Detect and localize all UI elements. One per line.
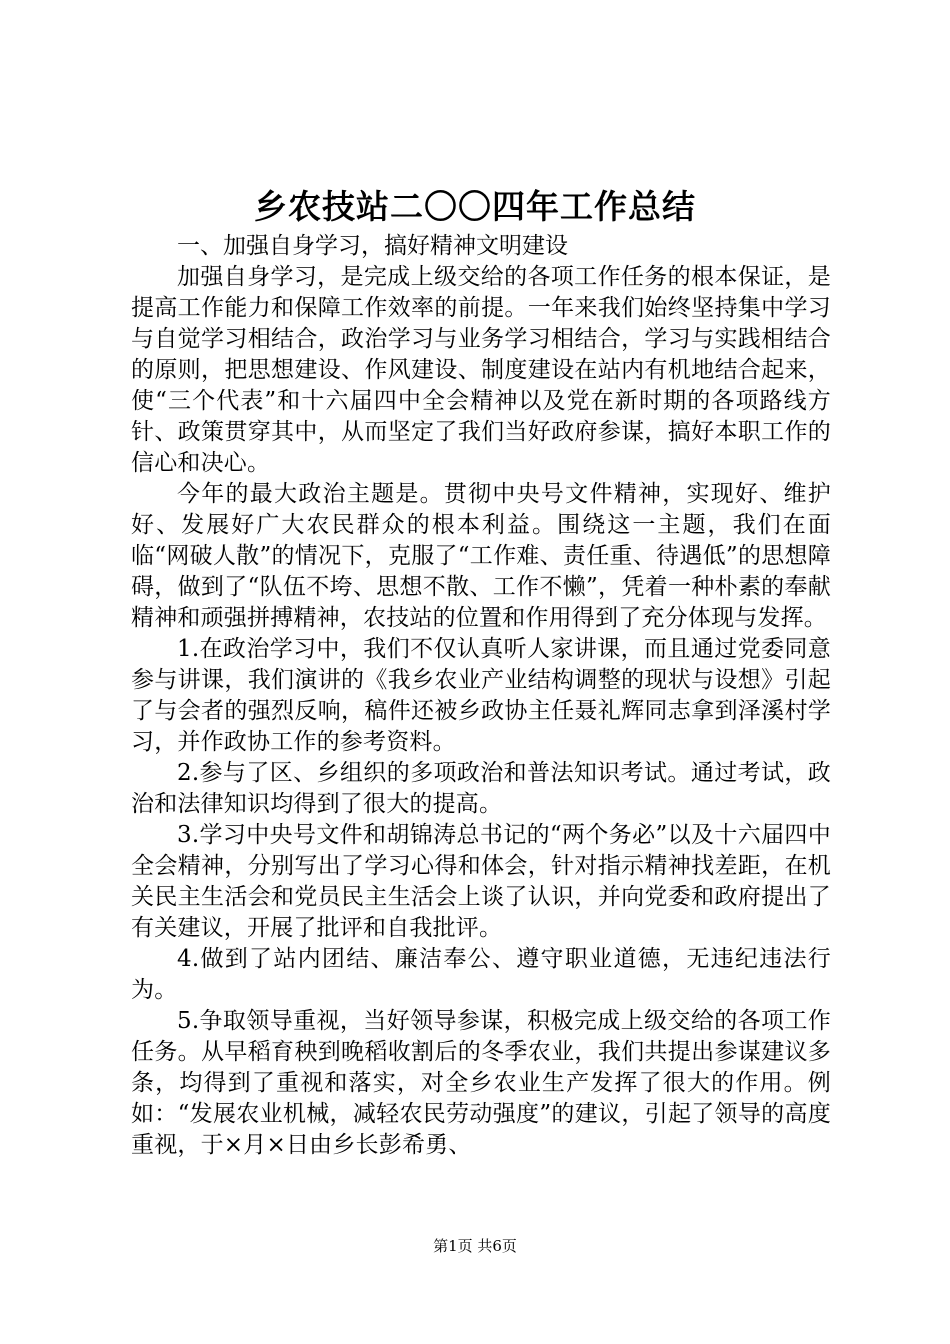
paragraph-item-4: 4.做到了站内团结、廉洁奉公、遵守职业道德，无违纪违法行为。 (131, 946, 831, 1003)
paragraph-item-3: 3.学习中央号文件和胡锦涛总书记的“两个务必”以及十六届四中全会精神，分别写出了学习心得和体会，针对指示精神找差距，在机关民主生活会和党员民主生活会上谈了认识，并向党委和政府提出了有关建议，开展了批评和自我批评。 (131, 822, 831, 941)
paragraph: 加强自身学习，是完成上级交给的各项工作任务的根本保证，是提高工作能力和保障工作效率的前提。一年来我们始终坚持集中学习与自觉学习相结合，政治学习与业务学习相结合，学习与实践相结合的原则，把思想建设、作风建设、制度建设在站内有机地结合起来，使“三个代表”和十六届四中全会精神以及党在新时期的各项路线方针、政策贯穿其中，从而坚定了我们当好政府参谋，搞好本职工作的信心和决心。 (131, 264, 831, 476)
paragraph-item-5: 5.争取领导重视，当好领导参谋，积极完成上级交给的各项工作任务。从早稻育秧到晚稻收割后的冬季农业，我们共提出参谋建议多条，均得到了重视和落实，对全乡农业生产发挥了很大的作用。例如：“发展农业机械，减轻农民劳动强度”的建议，引起了领导的高度重视，于×月×日由乡长彭希勇、 (131, 1008, 831, 1158)
document-title: 乡农技站二〇〇四年工作总结 (254, 187, 696, 226)
paragraph: 今年的最大政治主题是。贯彻中央号文件精神，实现好、维护好、发展好广大农民群众的根本利益。围绕这一主题，我们在面临“网破人散”的情况下，克服了“工作难、责任重、待遇低”的思想障碍，做到了“队伍不垮、思想不散、工作不懒”，凭着一种朴素的奉献精神和顽强拼搏精神，农技站的位置和作用得到了充分体现与发挥。 (131, 481, 831, 631)
section-heading: 一、加强自身学习，搞好精神文明建设 (177, 233, 568, 259)
paragraph-item-2: 2.参与了区、乡组织的多项政治和普法知识考试。通过考试，政治和法律知识均得到了很大的提高。 (131, 760, 831, 817)
paragraph-item-1: 1.在政治学习中，我们不仅认真听人家讲课，而且通过党委同意参与讲课，我们演讲的《我乡农业产业结构调整的现状与设想》引起了与会者的强烈反响，稿件还被乡政协主任聂礼辉同志拿到泽溪村学习，并作政协工作的参考资料。 (131, 636, 831, 755)
page-number-footer: 第1页 共6页 (433, 1237, 517, 1255)
document-body (131, 231, 831, 1161)
